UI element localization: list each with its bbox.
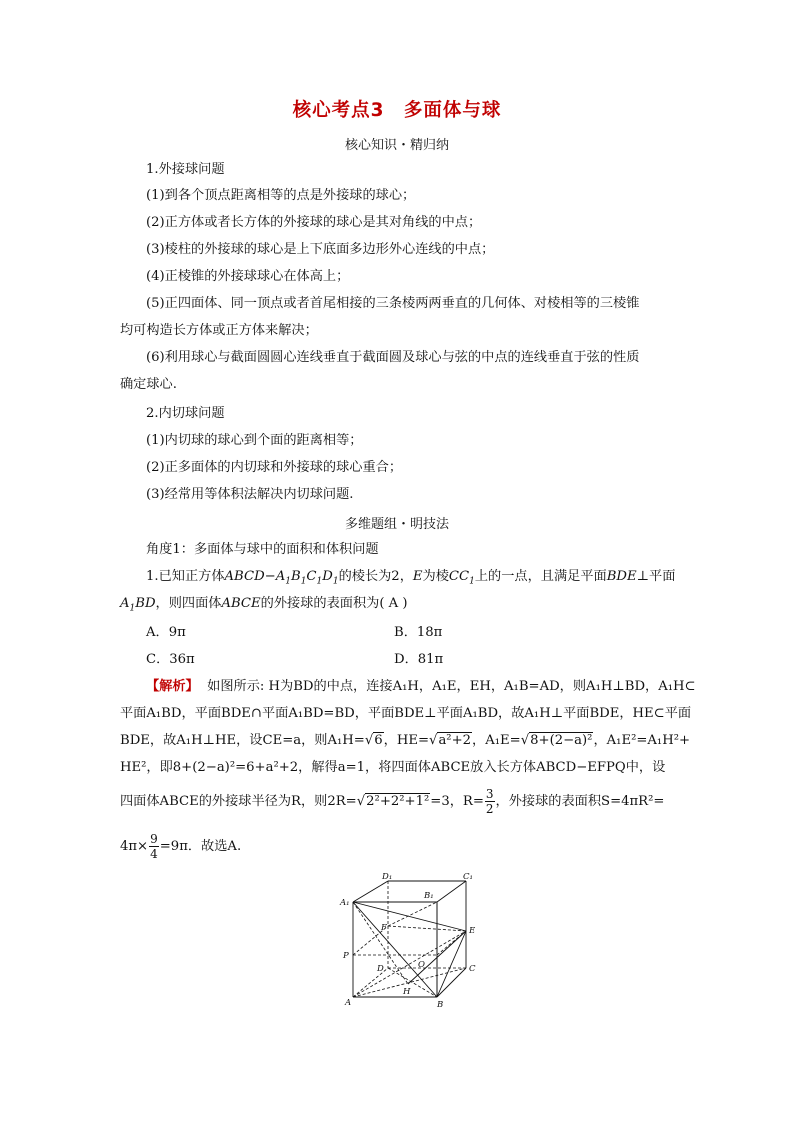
analysis-line-3: BDE，故A₁H⊥HE，设CE=a，则A₁H=√6，HE=√a²+2，A₁E=√8+(2−a)²，A₁E²=A₁H²+	[120, 733, 691, 748]
list-item: (5)正四面体、同一顶点或者首尾相接的三条棱两两垂直的几何体、对棱相等的三棱锥	[146, 296, 640, 311]
label-F: F	[381, 923, 387, 933]
cube-figure	[336, 872, 486, 1010]
outer-sphere-heading: 1.外接球问题	[146, 162, 225, 177]
section-heading-knowledge: 核心知识・精归纳	[344, 138, 449, 153]
angle-heading: 角度1：多面体与球中的面积和体积问题	[146, 542, 379, 557]
analysis-line-4: HE²，即8+(2−a)²=6+a²+2，解得a=1，将四面体ABCE放入长方体ABCD−EFPQ中，设	[120, 760, 666, 775]
list-item: (1)到各个顶点距离相等的点是外接球的球心；	[146, 188, 416, 203]
option-a: A．9π	[146, 625, 186, 640]
analysis-line-5: 四面体ABCE的外接球半径为R，则2R=√2²+2²+1²=3，R= $\frac{3}{2}$ ，外接球的表面积S=4πR²=	[120, 787, 665, 816]
question-line-2: $A_1BD$，则四面体ABCE的外接球的表面积为( A )	[120, 596, 408, 614]
question-line-1: 1.已知正方体$ABCD-A_1B_1C_1D_1$的棱长为2，E为棱$CC_1$上的一点，且满足平面BDE⊥平面	[146, 569, 676, 587]
option-b: B．18π	[394, 625, 443, 640]
label-D: D	[377, 964, 384, 974]
list-item: (2)正方体或者长方体的外接球的球心是其对角线的中点；	[146, 215, 482, 230]
label-D1: D₁	[382, 872, 393, 882]
label-E: E	[469, 926, 476, 936]
label-H: H	[403, 987, 411, 997]
analysis-line-1: 【解析】 如图所示: H为BD的中点，连接A₁H，A₁E，EH，A₁B=AD，则A₁H⊥BD，A₁H⊂	[146, 679, 696, 694]
list-item-continued: 确定球心.	[120, 377, 177, 392]
fraction-3-2: $\frac{3}{2}$	[485, 787, 494, 816]
fraction-9-4: $\frac{9}{4}$	[150, 832, 158, 861]
label-P: P	[343, 951, 349, 961]
page-title: 核心考点3 多面体与球	[292, 100, 502, 121]
list-item-continued: 均可构造长方体或正方体来解决；	[120, 323, 318, 338]
list-item: (6)利用球心与截面圆圆心连线垂直于截面圆及球心与弦的中点的连线垂直于弦的性质	[146, 350, 640, 365]
option-c: C．36π	[146, 652, 195, 667]
analysis-line-6: 4π× $\frac{9}{4}$ =9π．故选A.	[120, 832, 242, 861]
list-item: (3)棱柱的外接球的球心是上下底面多边形外心连线的中点；	[146, 242, 495, 257]
label-A1: A₁	[340, 898, 350, 908]
label-B: B	[437, 1000, 444, 1010]
list-item: (4)正棱锥的外接球球心在体高上；	[146, 269, 350, 284]
section-heading-practice: 多维题组・明技法	[344, 517, 449, 532]
list-item: (3)经常用等体积法解决内切球问题.	[146, 487, 354, 502]
label-C: C	[469, 964, 476, 974]
option-d: D．81π	[394, 652, 444, 667]
label-C1: C₁	[463, 872, 473, 882]
analysis-line-2: 平面A₁BD，平面BDE∩平面A₁BD=BD，平面BDE⊥平面A₁BD，故A₁H⊥平面BDE，HE⊂平面	[120, 706, 692, 721]
label-A: A	[345, 998, 352, 1008]
analysis-tag: 【解析】	[146, 679, 199, 694]
list-item: (1)内切球的球心到个面的距离相等；	[146, 433, 363, 448]
label-O: O	[418, 960, 425, 970]
list-item: (2)正多面体的内切球和外接球的球心重合；	[146, 460, 403, 475]
label-B1: B₁	[424, 891, 434, 901]
inner-sphere-heading: 2.内切球问题	[146, 406, 225, 421]
